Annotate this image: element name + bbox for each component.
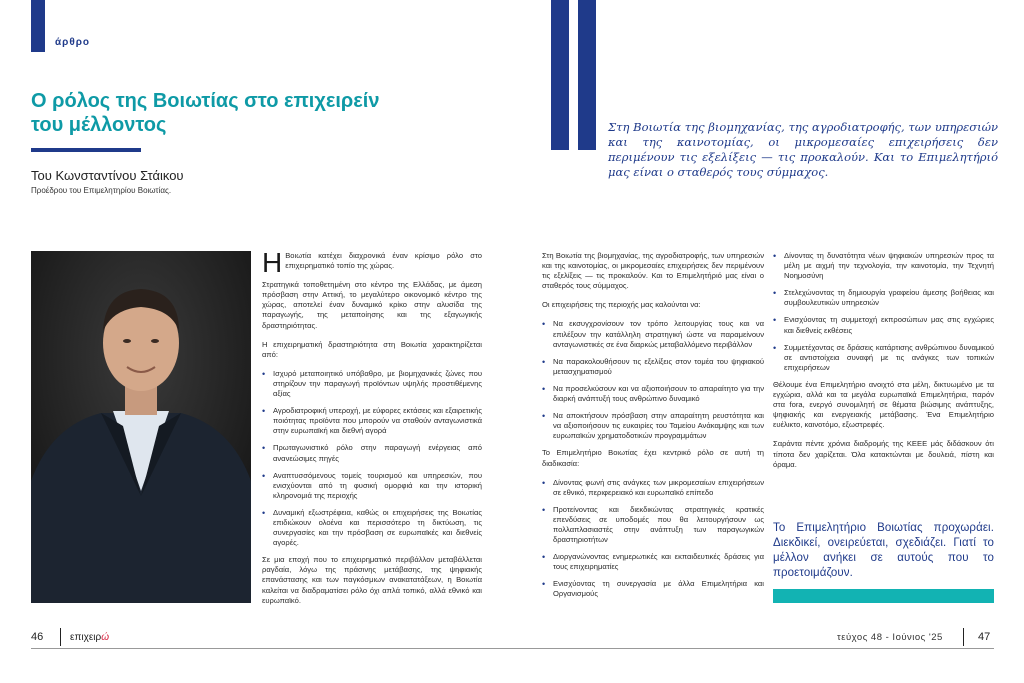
page-number-left: 46 bbox=[31, 631, 44, 643]
drop-cap: Η bbox=[262, 247, 283, 278]
list-item: • Συμμετέχοντας σε δράσεις κατάρτισης ανθρώπινου δυναμικού σε αντιστοίχεια συναφή με τις ανάγκες των τοπικών επιχειρήσεων bbox=[773, 343, 994, 373]
footer-separator-left bbox=[60, 628, 61, 646]
list-item: • Πρωταγωνιστικό ρόλο στην παραγωγή ενέργειας από ανανεώσιμες πηγές bbox=[262, 443, 482, 463]
list-item: • Στελεχώνοντας τη δημιουργία γραφείου άμεσης βοήθειας και συμβουλευτικών υπηρεσιών bbox=[773, 288, 994, 308]
decorative-teal-bar bbox=[773, 589, 994, 603]
list-item: • Προτείνοντας και διεκδικώντας στρατηγικές κρατικές επενδύσεις σε υποδομές που θα λειτουργήσουν ως πολλαπλασιαστές στην ανάπτυξη των παραγωγικών δραστηριοτήτων bbox=[542, 505, 764, 545]
section-label: άρθρο bbox=[55, 37, 91, 48]
paragraph: Το Επιμελητήριο Βοιωτίας έχει κεντρικό ρόλο σε αυτή τη διαδικασία: bbox=[542, 448, 764, 468]
list-item: • Να προσελκύσουν και να αξιοποιήσουν το απαραίτητο για την διαρκή ανάπτυξή τους ανθρώπινο δυναμικό bbox=[542, 384, 764, 404]
decorative-bar-left bbox=[31, 0, 45, 52]
author-name: Του Κωνσταντίνου Στάικου bbox=[31, 168, 184, 183]
footer-rule bbox=[31, 648, 994, 649]
paragraph: Σαράντα πέντε χρόνια διαδρομής της ΚΕΕΕ μάς διδάσκουν ότι τίποτα δεν χαρίζεται. Όλα κατακτώνται με δουλειά, πίστη και όραμα. bbox=[773, 439, 994, 469]
magazine-name: επιχειρώ bbox=[70, 632, 109, 643]
decorative-quote-bar-1 bbox=[551, 0, 569, 150]
article-column-1 bbox=[262, 247, 482, 615]
bullet-list bbox=[542, 478, 764, 600]
author-role: Προέδρου του Επιμελητηρίου Βοιωτίας. bbox=[31, 186, 172, 195]
bullet-list bbox=[773, 251, 994, 373]
list-item: • Ισχυρό μεταποιητικό υπόβαθρο, με βιομηχανικές ζώνες που στηρίζουν την παραγωγή προϊόντων υψηλής προστιθέμενης αξίας bbox=[262, 369, 482, 399]
paragraph: Σε μια εποχή που το επιχειρηματικό περιβάλλον μεταβάλλεται ραγδαία, λόγω της πράσινης μετάβασης, της ψηφιακής επανάστασης και των παγκόσμιων ανακατατάξεων, η Βοιωτία καλείται να διαδραματίσει ρόλο όχι απλά τοπικό, αλλά εθνικό και ευρωπαϊκό. bbox=[262, 555, 482, 605]
page-number-right: 47 bbox=[978, 631, 991, 643]
closing-statement: Το Επιμελητήριο Βοιωτίας προχωράει. Διεκδικεί, ονειρεύεται, σχεδιάζει. Γιατί το μέλλον ανήκει σε αυτούς που το προετοιμάζουν. bbox=[773, 522, 994, 579]
list-item: • Αναπτυσσόμενους τομείς τουρισμού και υπηρεσιών, που ενισχύονται από τη φυσική ομορφιά και την ιστορική κληρονομιά της περιοχής bbox=[262, 471, 482, 501]
title-underline bbox=[31, 148, 141, 152]
pull-quote: Στη Βοιωτία της βιομηχανίας, της αγροδιατροφής, των υπηρεσιών και της καινοτομίας, οι μικρομεσαίες επιχειρήσεις δεν περιμένουν τις εξελίξεις — τις προκαλούν. Και το Επιμελητήριό μας είναι ο σταθερός τους σύμμαχος. bbox=[608, 120, 998, 179]
bullet-list bbox=[262, 369, 482, 548]
paragraph: Στη Βοιωτία της βιομηχανίας, της αγροδιατροφής, των υπηρεσιών και της καινοτομίας, οι μικρομεσαίες επιχειρήσεις δεν περιμένουν τις εξελίξεις — τις προκαλούν. Και το Επιμελητήριό μας είναι ο σταθερός τους σύμμαχος. bbox=[542, 251, 764, 291]
intro-paragraph: Η Βοιωτία κατέχει διαχρονικά έναν κρίσιμο ρόλο στο επιχειρηματικό τοπίο της χώρας. bbox=[262, 247, 482, 278]
list-item: • Ενισχύοντας τη συμμετοχή εκπροσώπων μας στις εγχώριες και διεθνείς εκθέσεις bbox=[773, 315, 994, 335]
decorative-quote-bar-2 bbox=[578, 0, 596, 150]
bullet-list bbox=[542, 319, 764, 441]
article-column-3 bbox=[773, 251, 994, 479]
list-item: • Δυναμική εξωστρέφεια, καθώς οι επιχειρήσεις της Βοιωτίας επιδιώκουν ολοένα και περισσότερο τη δικτύωση, τις συνεργασίες και την πρόσβαση σε ευρωπαϊκές και διεθνείς αγορές. bbox=[262, 508, 482, 548]
footer-separator-right bbox=[963, 628, 964, 646]
author-photo bbox=[31, 251, 251, 603]
paragraph: Στρατηγικά τοποθετημένη στο κέντρο της Ελλάδας, με άμεση πρόσβαση στην Αττική, το μεγαλύτερο οικονομικό κέντρο της χώρας, αποτελεί έναν δυναμικό κρίκο στην αλυσίδα της παραγωγής, της μεταποίησης και της εξαγωγικής δραστηριότητας. bbox=[262, 280, 482, 330]
paragraph: Η επιχειρηματική δραστηριότητα στη Βοιωτία χαρακτηρίζεται από: bbox=[262, 339, 482, 359]
list-item: • Διοργανώνοντας ενημερωτικές και εκπαιδευτικές δράσεις για τους επιχειρηματίες bbox=[542, 552, 764, 572]
list-item: • Να παρακολουθήσουν τις εξελίξεις στον τομέα του ψηφιακού μετασχηματισμού bbox=[542, 357, 764, 377]
list-item: • Δίνοντας τη δυνατότητα νέων ψηφιακών υπηρεσιών προς τα μέλη με αιχμή την τεχνολογία, την καινοτομία, την Τεχνητή Νοημοσύνη bbox=[773, 251, 994, 281]
article-title: Ο ρόλος της Βοιωτίας στο επιχειρείν του μέλλοντος bbox=[31, 90, 380, 136]
list-item: • Να εκσυγχρονίσουν τον τρόπο λειτουργίας τους και να επιλέξουν την κατάλληλη στρατηγική ώστε να παραμείνουν ανταγωνιστικές σε ένα διαρκώς μεταβαλλόμενο περιβάλλον bbox=[542, 319, 764, 349]
paragraph: Θέλουμε ένα Επιμελητήριο ανοιχτό στα μέλη, δικτυωμένο με τα εγχώρια, αλλά και τα μεγάλα ευρωπαϊκά Επιμελητήρια, παρόν στα fora, ενεργό συνομιλητή σε θέματα βιώσιμης ανάπτυξης, ψηφιακής και ενεργειακής μετάβασης. Ένα Επιμελητήριο ευέλικτο, καινοτόμο, εξωστρεφές. bbox=[773, 379, 994, 430]
list-item: • Ενισχύοντας τη συνεργασία με άλλα Επιμελητήρια και Οργανισμούς bbox=[542, 579, 764, 599]
issue-info: τεύχος 48 - Ιούνιος '25 bbox=[837, 632, 943, 643]
paragraph: Οι επιχειρήσεις της περιοχής μας καλούνται να: bbox=[542, 300, 701, 310]
list-item: • Δίνοντας φωνή στις ανάγκες των μικρομεσαίων επιχειρήσεων σε εθνικό, περιφερειακό και ευρωπαϊκό επίπεδο bbox=[542, 478, 764, 498]
list-item: • Να αποκτήσουν πρόσβαση στην απαραίτητη ρευστότητα και να αξιοποιήσουν τις ευκαιρίες του Ταμείου Ανάκαμψης και των ευρωπαϊκών χρηματοδοτικών προγραμμάτων bbox=[542, 411, 764, 441]
list-item: • Αγροδιατροφική υπεροχή, με εύφορες εκτάσεις και εξαιρετικής ποιότητας προϊόντα που μπορούν να σταθούν ανταγωνιστικά στην ευρωπαϊκή και διεθνή αγορά bbox=[262, 406, 482, 436]
article-column-2 bbox=[542, 251, 764, 607]
